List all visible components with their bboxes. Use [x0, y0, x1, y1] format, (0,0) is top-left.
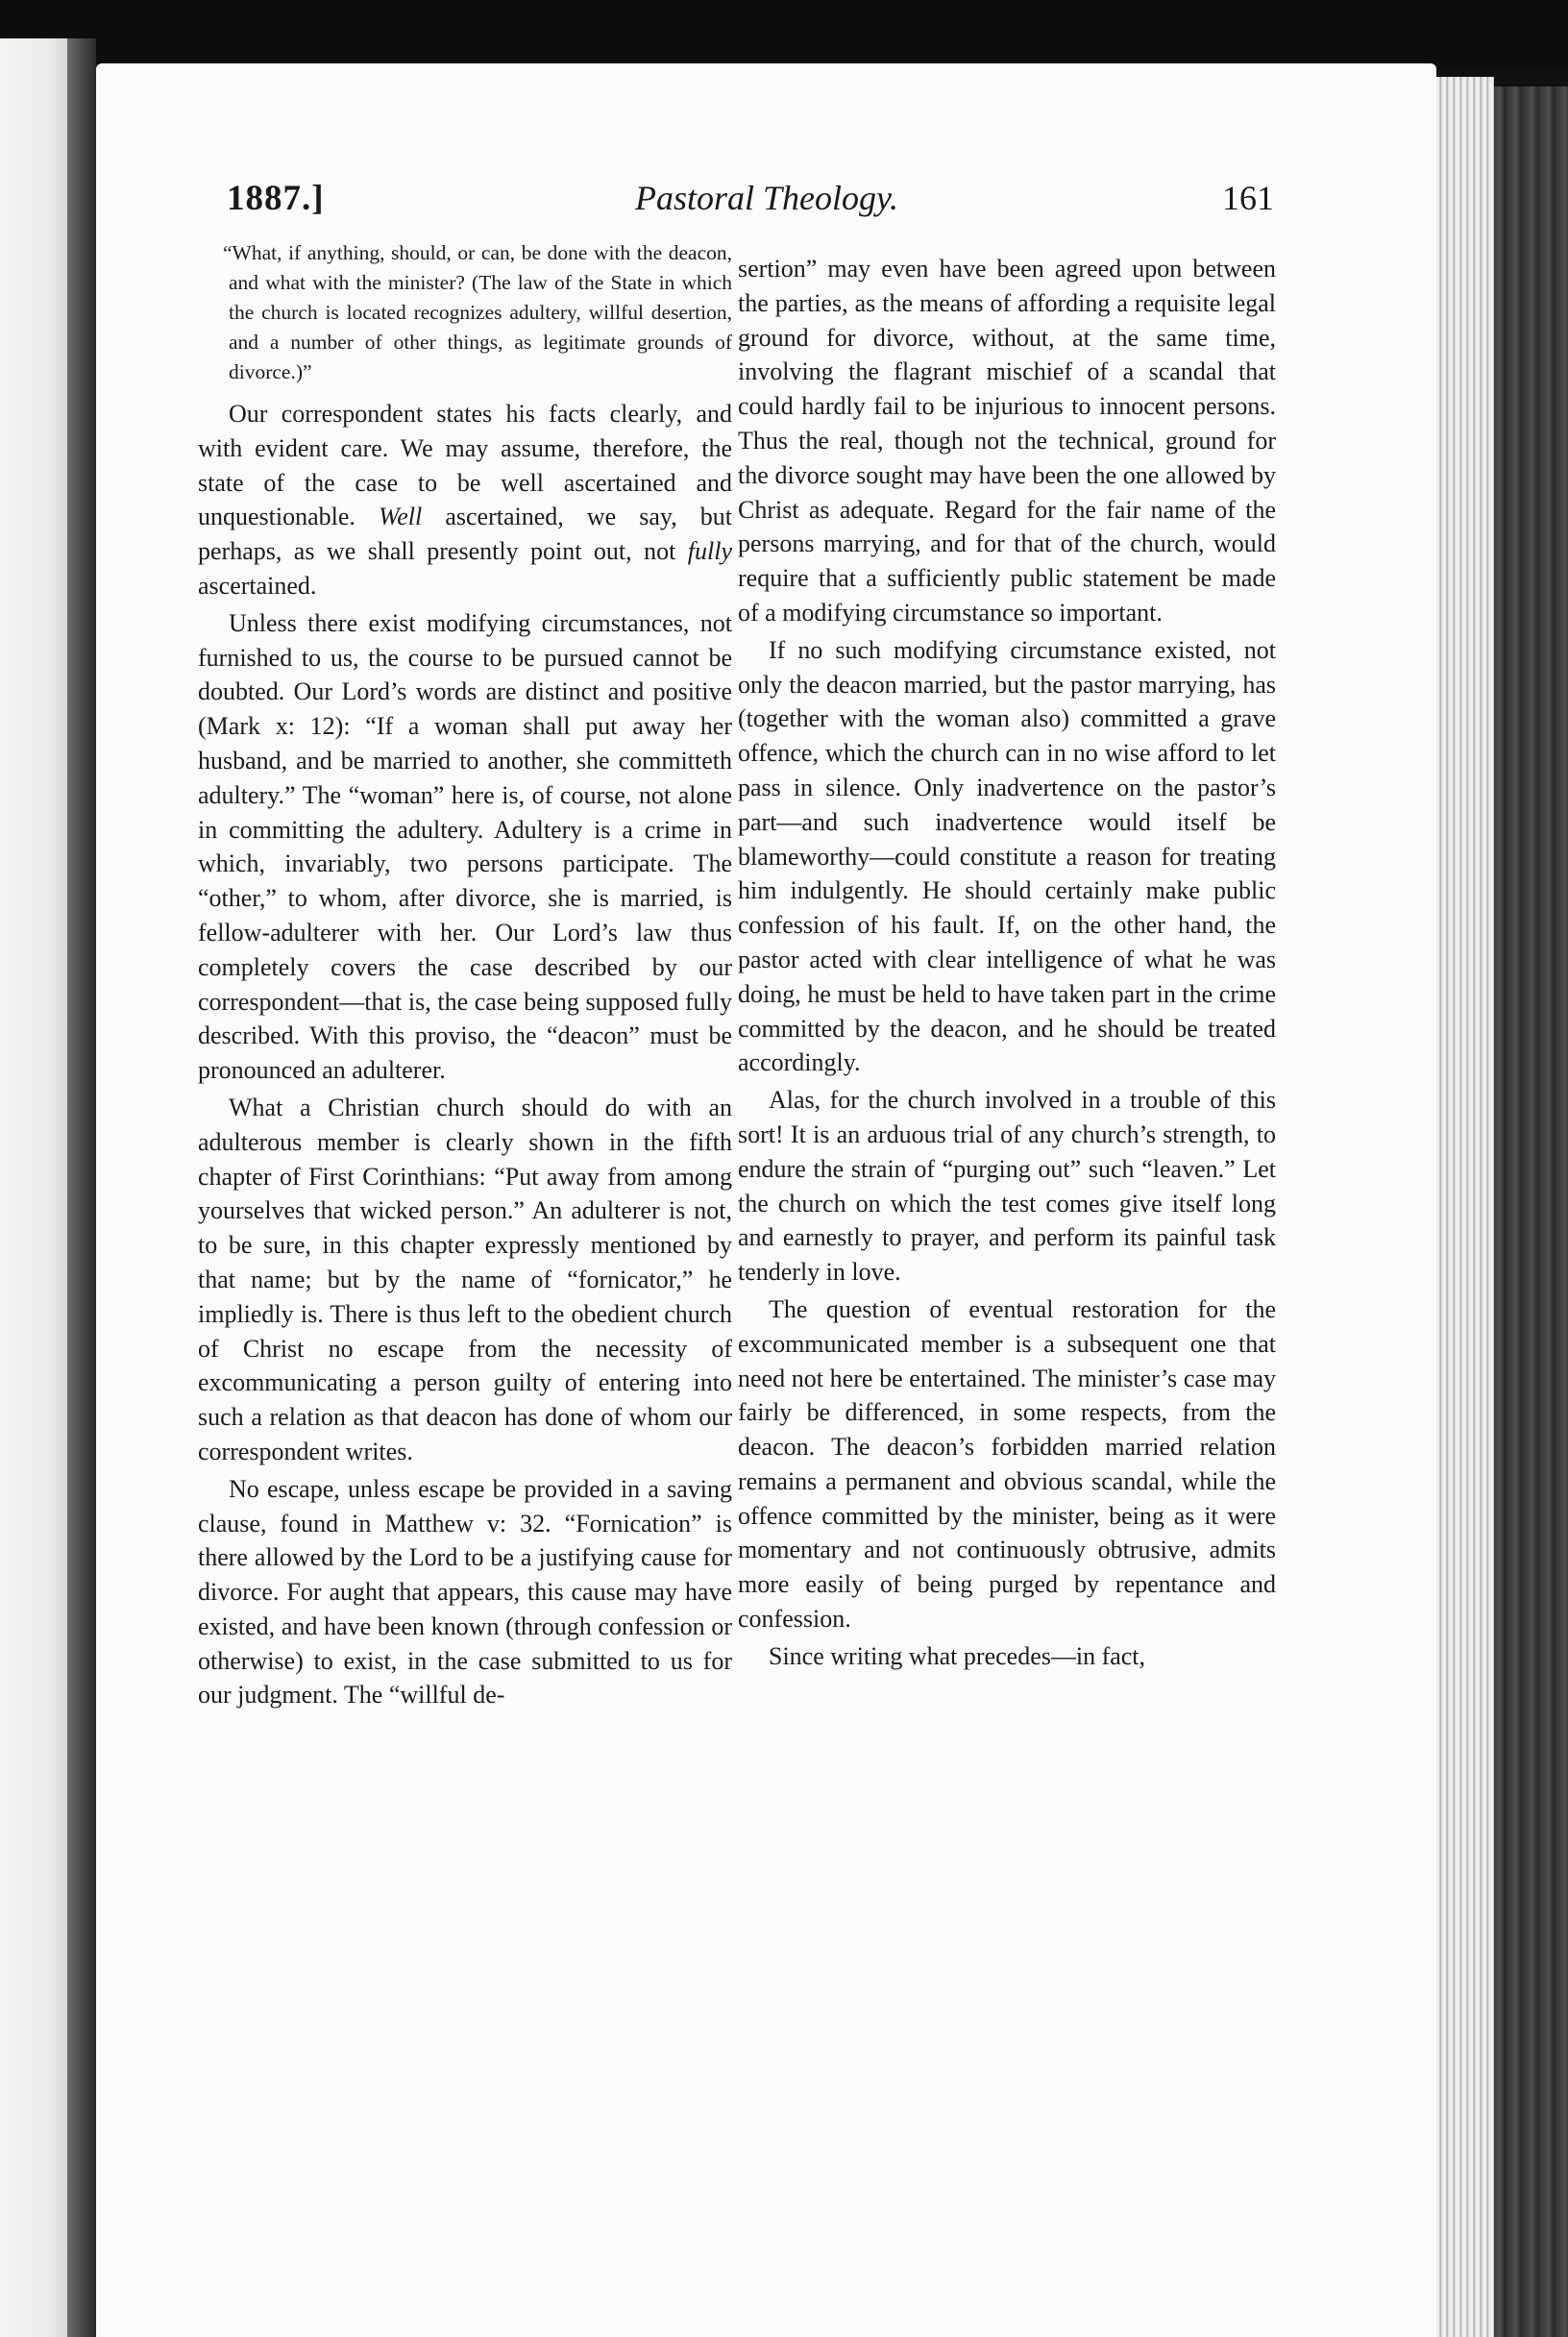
- paragraph: [198, 397, 732, 603]
- correspondent-quote: “What, if anything, should, or can, be done with the deacon, and what with the minister? (The law of the State in which the church is located recognizes adultery, willful desertion, and a number of other things, as legitimate grounds of divorce.)”: [223, 241, 732, 383]
- book-gutter: [67, 38, 96, 2337]
- italic-word: fully: [687, 537, 733, 566]
- paragraph-text: Our correspondent states his facts clearly, and with evident care. We may assume, therefore, the state of the case to be well ascertained and unquestionable.: [198, 400, 732, 531]
- paragraph: Unless there exist modifying circumstances, not furnished to us, the course to be pursued cannot be doubted. Our Lord’s words are distinct and positive (Mark x: 12): “If a woman shall put away her husband, and be married to another, she committeth adultery.” The “woman” here is, of course, not alone in committing the adultery. Adultery is a crime in which, invariably, two persons participate. The “other,” to whom, after divorce, she is married, is fellow-adulterer with her. Our Lord’s law thus completely covers the case described by our correspondent—that is, the case being supposed fully described. With this proviso, the “deacon” must be pronounced an adulterer.: [198, 608, 732, 1085]
- stacked-page-edges: [1436, 77, 1494, 2337]
- italic-word: Well: [379, 503, 423, 531]
- book-binding: [1494, 86, 1568, 2337]
- page-number: 161: [1222, 179, 1274, 217]
- paragraph-text: ascertained, we say, but perhaps, as we shall presently point out, not: [198, 503, 733, 566]
- header-title: Pastoral Theology.: [635, 179, 899, 217]
- paragraph: sertion” may even have been agreed upon between the parties, as the means of affording a requisite legal ground for divorce, without, at the same time, involving the flagrant mischief of a scandal that could hardly fail to be injurious to innocent persons. Thus the real, though not the technical, ground for the divorce sought may have been the one allowed by Christ as adequate. Regard for the fair name of the persons marrying, and for that of the church, would require that a sufficiently public statement be made of a modifying circumstance so important.: [738, 255, 1276, 627]
- header-year: 1887.]: [227, 179, 325, 218]
- paragraph: Since writing what precedes—in fact,: [769, 1641, 1146, 1670]
- paragraph: Alas, for the church involved in a trouble of this sort! It is an arduous trial of any church’s strength, to endure the strain of “purging out” such “leaven.” Let the church on which the test comes give itself long and earnestly to prayer, and perform its painful task tenderly in love.: [738, 1086, 1276, 1287]
- running-header: [227, 178, 1274, 235]
- previous-page-edge: [0, 38, 67, 2337]
- right-column: [738, 252, 1276, 1677]
- paragraph: If no such modifying circumstance existed, not only the deacon married, but the pastor marrying, has (together with the woman also) committed a grave offence, which the church can in no wise afford to let pass in silence. Only inadvertence on the pastor’s part—and such inadvertence would itself be blameworthy—could constitute a reason for treating him indulgently. He should certainly make public confession of his fault. If, on the other hand, the pastor acted with clear intelligence of what he was doing, he must be held to have taken part in the crime committed by the deacon, and he should be treated accordingly.: [738, 635, 1276, 1077]
- scan-background: [0, 0, 1568, 67]
- paragraph: The question of eventual restoration for the excommunicated member is a subsequent one that need not here be entertained. The minister’s case may fairly be differenced, in some respects, from the deacon. The deacon’s forbidden married relation remains a permanent and obvious scandal, while the offence committed by the minister, being as it were momentary and not continuously obtrusive, admits more easily of being purged by repentance and confession.: [738, 1294, 1276, 1634]
- paragraph: What a Christian church should do with an adulterous member is clearly shown in the fifth chapter of First Corinthians: “Put away from among yourselves that wicked person.” An adulterer is not, to be sure, in this chapter expressly mentioned by that name; but by the name of “fornicator,” he impliedly is. There is thus left to the obedient church of Christ no escape from the necessity of excommunicating a person guilty of entering into such a relation as that deacon has done of whom our correspondent writes.: [198, 1093, 732, 1465]
- paragraph: No escape, unless escape be provided in a saving clause, found in Matthew v: 32. “Fornication” is there allowed by the Lord to be a justifying cause for divorce. For aught that appears, this cause may have existed, and have been known (through confession or otherwise) to exist, in the case submitted to us for our judgment. The “willful de-: [198, 1474, 732, 1710]
- paragraph-text: ascertained.: [198, 571, 317, 600]
- left-column: [198, 238, 732, 1715]
